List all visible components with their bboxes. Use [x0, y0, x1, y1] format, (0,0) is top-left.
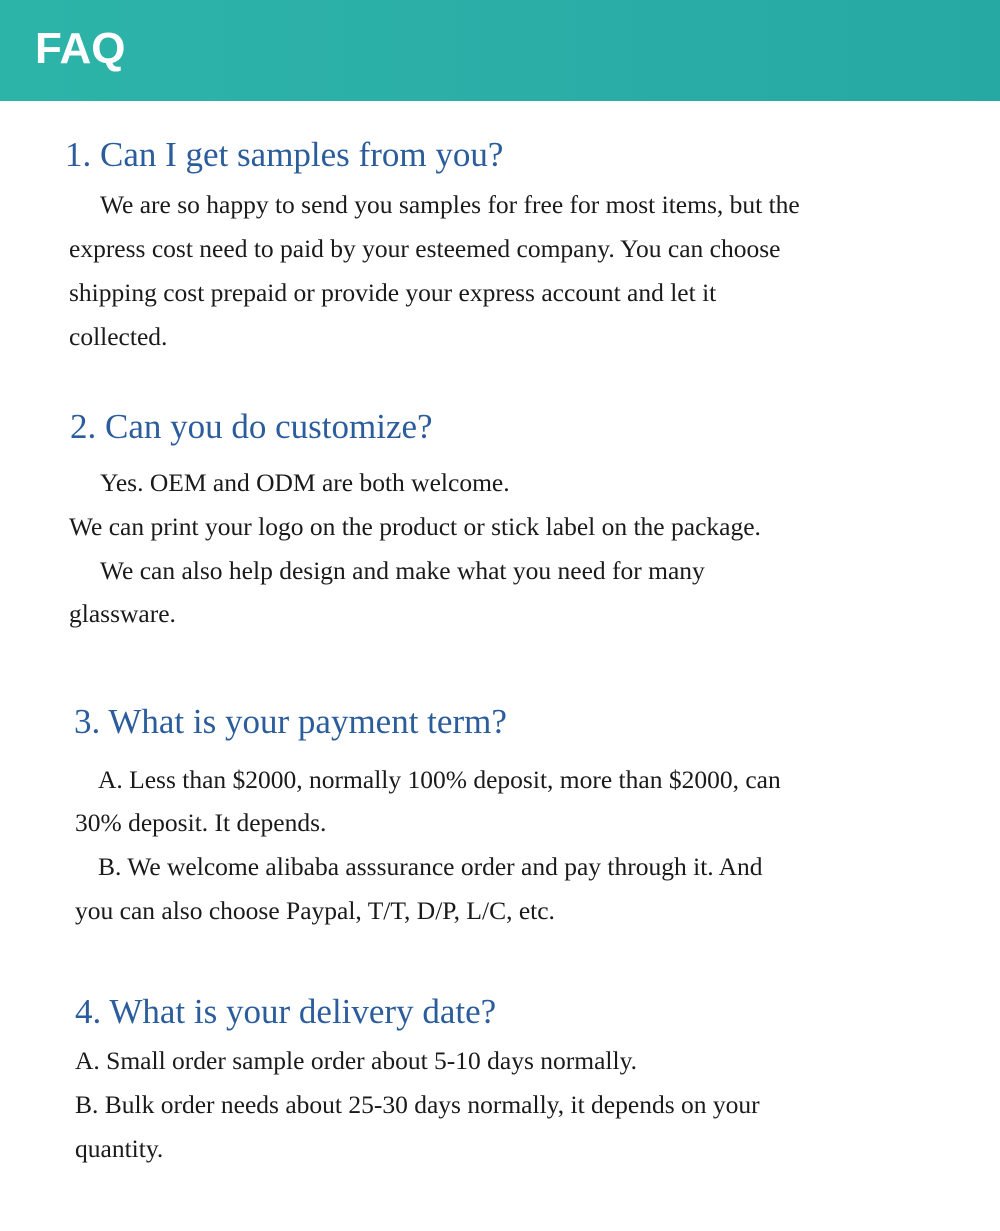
page-title: FAQ — [35, 24, 126, 73]
faq-answer-line: you can also choose Paypal, T/T, D/P, L/C, etc. — [75, 896, 555, 925]
faq-answer-line: B. Bulk order needs about 25-30 days normally, it depends on your — [75, 1090, 760, 1119]
faq-answer-line: We can print your logo on the product or stick label on the package. — [69, 512, 761, 541]
faq-answer-line: B. We welcome alibaba asssurance order and pay through it. And — [98, 852, 763, 881]
faq-answer-line: A. Small order sample order about 5-10 days normally. — [75, 1046, 638, 1075]
faq-answer-line: We are so happy to send you samples for free for most items, but the — [100, 190, 800, 219]
faq-answer-line: collected. — [69, 322, 168, 351]
faq-header-banner — [0, 0, 1000, 101]
faq-answer-line: Yes. OEM and ODM are both welcome. — [100, 468, 510, 497]
faq-answer-line: quantity. — [75, 1134, 164, 1163]
faq-answer-line: shipping cost prepaid or provide your express account and let it — [69, 278, 717, 307]
faq-question: 4. What is your delivery date? — [75, 992, 497, 1031]
faq-answer-line: We can also help design and make what you need for many — [100, 556, 705, 585]
faq-answer-line: glassware. — [69, 599, 176, 628]
faq-answer-line: A. Less than $2000, normally 100% deposit, more than $2000, can — [98, 765, 781, 794]
faq-question: 2. Can you do customize? — [70, 407, 433, 446]
faq-answer-line: 30% deposit. It depends. — [75, 808, 327, 837]
faq-question: 1. Can I get samples from you? — [65, 135, 504, 174]
faq-question: 3. What is your payment term? — [74, 702, 507, 741]
faq-answer-line: express cost need to paid by your esteemed company. You can choose — [69, 234, 781, 263]
